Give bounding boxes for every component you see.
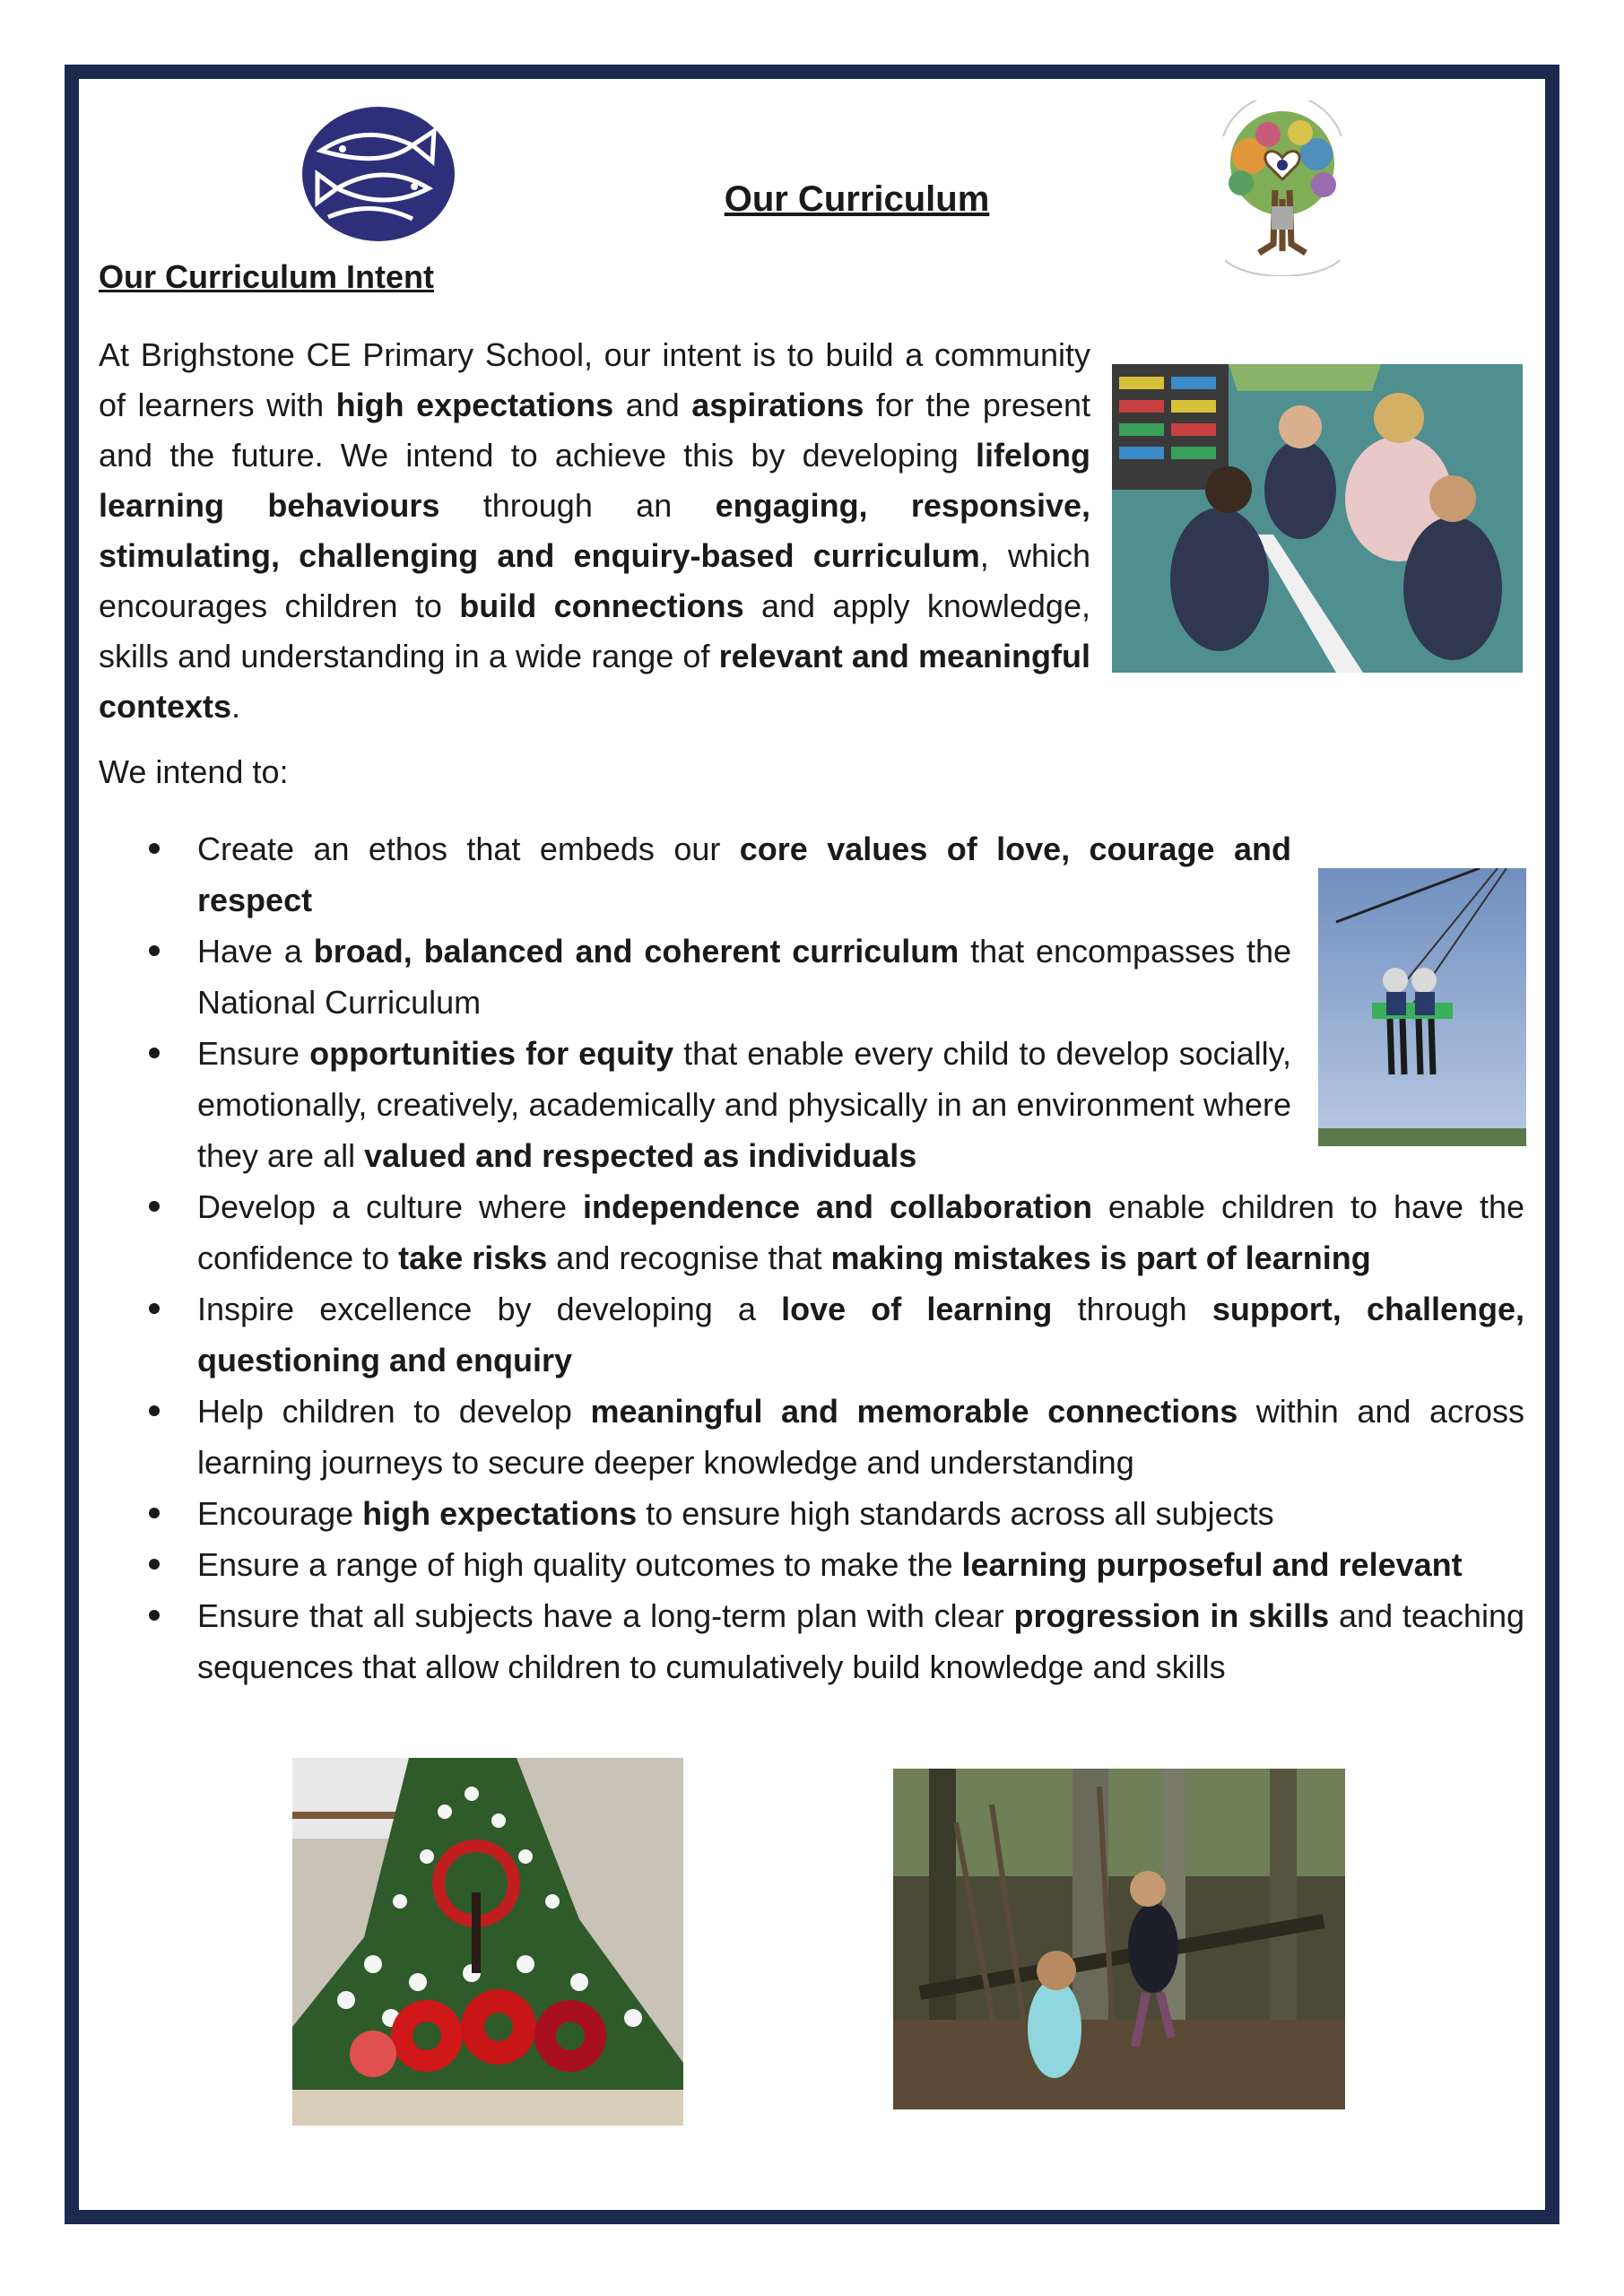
emphasis-text: broad, balanced and coherent curriculum	[313, 933, 960, 970]
emphasis-text: high expectations	[335, 387, 614, 423]
body-text: Create an ethos that embeds our	[197, 831, 740, 867]
emphasis-text: learning purposeful and relevant	[961, 1546, 1463, 1583]
intent-bullet-list	[99, 823, 1524, 1692]
intent-bullet-item	[99, 1386, 1524, 1488]
intent-bullet-item	[99, 1283, 1524, 1386]
body-text: Have a	[197, 933, 314, 970]
body-text: through	[1052, 1291, 1212, 1327]
emphasis-text: engaging, responsive, stimulating, challenging and enquiry-based curriculum	[99, 487, 1090, 574]
body-text: for the present and the future. We intend to achieve this by developing	[99, 387, 1090, 474]
body-text: Develop a culture where	[197, 1188, 583, 1225]
section-heading: Our Curriculum Intent	[99, 258, 435, 295]
body-text: and	[613, 387, 692, 423]
body-text: Ensure a range of high quality outcomes to make the	[197, 1546, 962, 1583]
emphasis-text: opportunities for equity	[309, 1035, 674, 1072]
intent-bullet-item	[99, 926, 1291, 1028]
emphasis-text: lifelong learning behaviours	[99, 437, 1090, 524]
fish-emblem-icon	[301, 106, 456, 242]
body-text: .	[231, 688, 241, 725]
intent-bullet-item	[99, 1028, 1291, 1181]
woodland-photo	[893, 1769, 1345, 2109]
emphasis-text: core values of love, courage and respect	[197, 831, 1291, 918]
intend-label: We intend to:	[99, 753, 289, 790]
emphasis-text: independence and collaboration	[583, 1188, 1092, 1225]
emphasis-text: aspirations	[691, 387, 864, 423]
body-text: Inspire excellence by developing a	[197, 1291, 782, 1327]
emphasis-text: build connections	[459, 587, 744, 624]
body-text: through an	[439, 487, 716, 524]
intent-bullet-item	[99, 1590, 1524, 1692]
emphasis-text: support, challenge, questioning and enquiry	[197, 1291, 1525, 1378]
body-text: At Brighstone CE Primary School, our intent is to build a community of learners with	[99, 336, 1090, 423]
intent-bullet-item	[99, 1181, 1524, 1283]
body-text: Encourage	[197, 1495, 363, 1532]
emphasis-text: making mistakes is part of learning	[830, 1239, 1371, 1276]
intent-bullet-item	[99, 1488, 1524, 1539]
intent-paragraph	[99, 330, 1090, 732]
emphasis-text: high expectations	[362, 1495, 638, 1532]
page-title: Our Curriculum	[724, 179, 990, 219]
emphasis-text: progression in skills	[1013, 1597, 1330, 1634]
body-text: and recognise that	[547, 1239, 831, 1276]
body-text: that enable every child to develop socially, emotionally, creatively, academically and physically in an environment where they are all	[197, 1035, 1291, 1174]
body-text: Ensure	[197, 1035, 310, 1072]
body-text: enable children to have the confidence to	[197, 1188, 1525, 1276]
emphasis-text: love of learning	[781, 1291, 1053, 1327]
intent-bullet-item	[99, 1539, 1524, 1590]
body-text: Ensure that all subjects have a long-term plan with clear	[197, 1597, 1014, 1634]
emphasis-text: relevant and meaningful contexts	[99, 638, 1090, 725]
classroom-photo	[1112, 364, 1523, 673]
body-text: , which encourages children to	[99, 537, 1090, 624]
body-text: and apply knowledge, skills and understanding in a wide range of	[99, 587, 1090, 674]
body-text: within and across learning journeys to secure deeper knowledge and understanding	[197, 1393, 1525, 1481]
emphasis-text: take risks	[398, 1239, 548, 1276]
emphasis-text: meaningful and memorable connections	[590, 1393, 1238, 1430]
intent-bullet-item	[99, 823, 1291, 926]
body-text: and teaching sequences that allow children to cumulatively build knowledge and skills	[197, 1597, 1524, 1685]
emphasis-text: valued and respected as individuals	[364, 1137, 917, 1174]
remembrance-display-photo	[292, 1758, 683, 2126]
body-text: to ensure high standards across all subjects	[637, 1495, 1274, 1532]
body-text: Help children to develop	[197, 1393, 591, 1430]
body-text: that encompasses the National Curriculum	[197, 933, 1291, 1021]
